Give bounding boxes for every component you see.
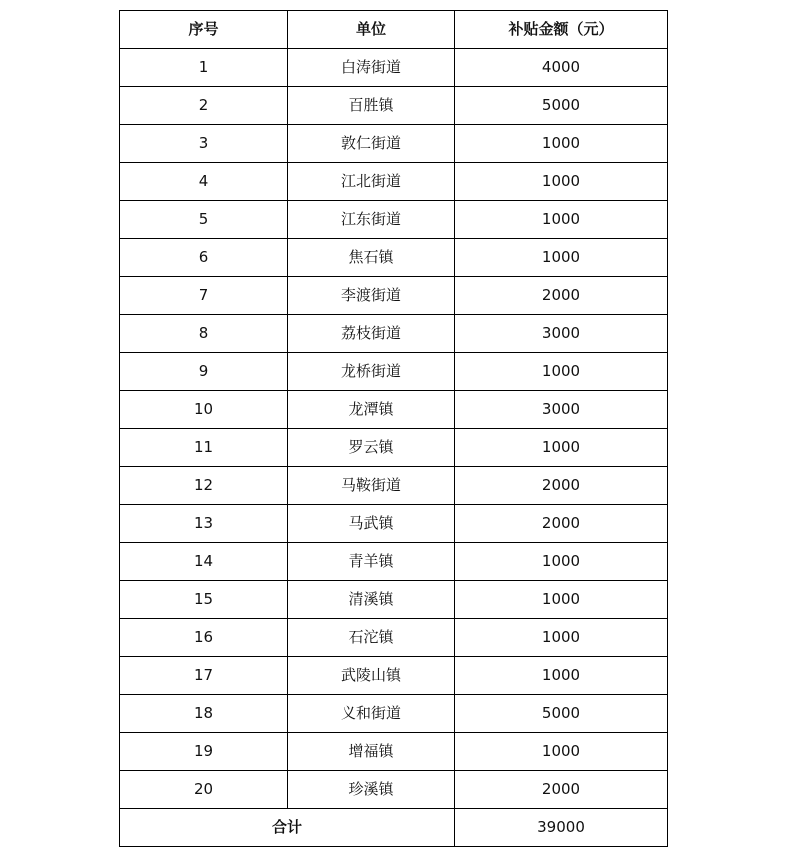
cell-unit: 荔枝街道: [288, 315, 455, 353]
table-row: [120, 467, 668, 505]
cell-amount: 1000: [455, 619, 668, 657]
cell-amount: 1000: [455, 733, 668, 771]
cell-amount: 2000: [455, 277, 668, 315]
table-row: [120, 201, 668, 239]
cell-unit: 龙潭镇: [288, 391, 455, 429]
cell-unit: 龙桥街道: [288, 353, 455, 391]
table-row: [120, 429, 668, 467]
header-index: 序号: [120, 11, 288, 49]
cell-amount: 1000: [455, 429, 668, 467]
cell-unit: 百胜镇: [288, 87, 455, 125]
cell-amount: 1000: [455, 353, 668, 391]
cell-unit: 白涛街道: [288, 49, 455, 87]
cell-amount: 1000: [455, 581, 668, 619]
header-amount: 补贴金额（元）: [455, 11, 668, 49]
cell-index: 4: [120, 163, 288, 201]
cell-unit: 焦石镇: [288, 239, 455, 277]
cell-amount: 2000: [455, 771, 668, 809]
total-label: 合计: [120, 809, 455, 847]
table-row: [120, 277, 668, 315]
cell-index: 16: [120, 619, 288, 657]
cell-index: 11: [120, 429, 288, 467]
table-row: [120, 315, 668, 353]
cell-index: 1: [120, 49, 288, 87]
cell-index: 2: [120, 87, 288, 125]
cell-amount: 1000: [455, 657, 668, 695]
cell-index: 5: [120, 201, 288, 239]
table-row: [120, 163, 668, 201]
cell-index: 19: [120, 733, 288, 771]
cell-amount: 1000: [455, 239, 668, 277]
cell-amount: 1000: [455, 163, 668, 201]
table-row: [120, 581, 668, 619]
cell-index: 17: [120, 657, 288, 695]
cell-amount: 2000: [455, 467, 668, 505]
total-row: [120, 809, 668, 847]
table-row: [120, 657, 668, 695]
cell-index: 6: [120, 239, 288, 277]
cell-index: 7: [120, 277, 288, 315]
subsidy-table: [119, 10, 668, 847]
cell-unit: 马武镇: [288, 505, 455, 543]
table-row: [120, 87, 668, 125]
cell-index: 15: [120, 581, 288, 619]
cell-amount: 1000: [455, 543, 668, 581]
cell-unit: 敦仁街道: [288, 125, 455, 163]
header-row: [120, 11, 668, 49]
cell-index: 18: [120, 695, 288, 733]
cell-amount: 2000: [455, 505, 668, 543]
cell-unit: 义和街道: [288, 695, 455, 733]
table-row: [120, 49, 668, 87]
cell-amount: 3000: [455, 315, 668, 353]
cell-amount: 3000: [455, 391, 668, 429]
cell-unit: 罗云镇: [288, 429, 455, 467]
table-row: [120, 619, 668, 657]
cell-amount: 1000: [455, 125, 668, 163]
cell-amount: 5000: [455, 695, 668, 733]
table-row: [120, 505, 668, 543]
cell-amount: 1000: [455, 201, 668, 239]
total-amount: 39000: [455, 809, 668, 847]
table-row: [120, 239, 668, 277]
cell-amount: 5000: [455, 87, 668, 125]
table-row: [120, 733, 668, 771]
header-unit: 单位: [288, 11, 455, 49]
cell-index: 3: [120, 125, 288, 163]
cell-unit: 李渡街道: [288, 277, 455, 315]
cell-unit: 青羊镇: [288, 543, 455, 581]
cell-index: 10: [120, 391, 288, 429]
cell-unit: 石沱镇: [288, 619, 455, 657]
cell-index: 9: [120, 353, 288, 391]
table-row: [120, 543, 668, 581]
cell-index: 20: [120, 771, 288, 809]
cell-unit: 增福镇: [288, 733, 455, 771]
cell-unit: 珍溪镇: [288, 771, 455, 809]
table-row: [120, 695, 668, 733]
table-row: [120, 125, 668, 163]
table-body: [120, 49, 668, 847]
cell-amount: 4000: [455, 49, 668, 87]
cell-index: 14: [120, 543, 288, 581]
cell-unit: 江北街道: [288, 163, 455, 201]
cell-unit: 马鞍街道: [288, 467, 455, 505]
cell-unit: 武陵山镇: [288, 657, 455, 695]
cell-index: 13: [120, 505, 288, 543]
table-row: [120, 353, 668, 391]
cell-index: 8: [120, 315, 288, 353]
table-row: [120, 771, 668, 809]
cell-index: 12: [120, 467, 288, 505]
cell-unit: 江东街道: [288, 201, 455, 239]
table-row: [120, 391, 668, 429]
cell-unit: 清溪镇: [288, 581, 455, 619]
